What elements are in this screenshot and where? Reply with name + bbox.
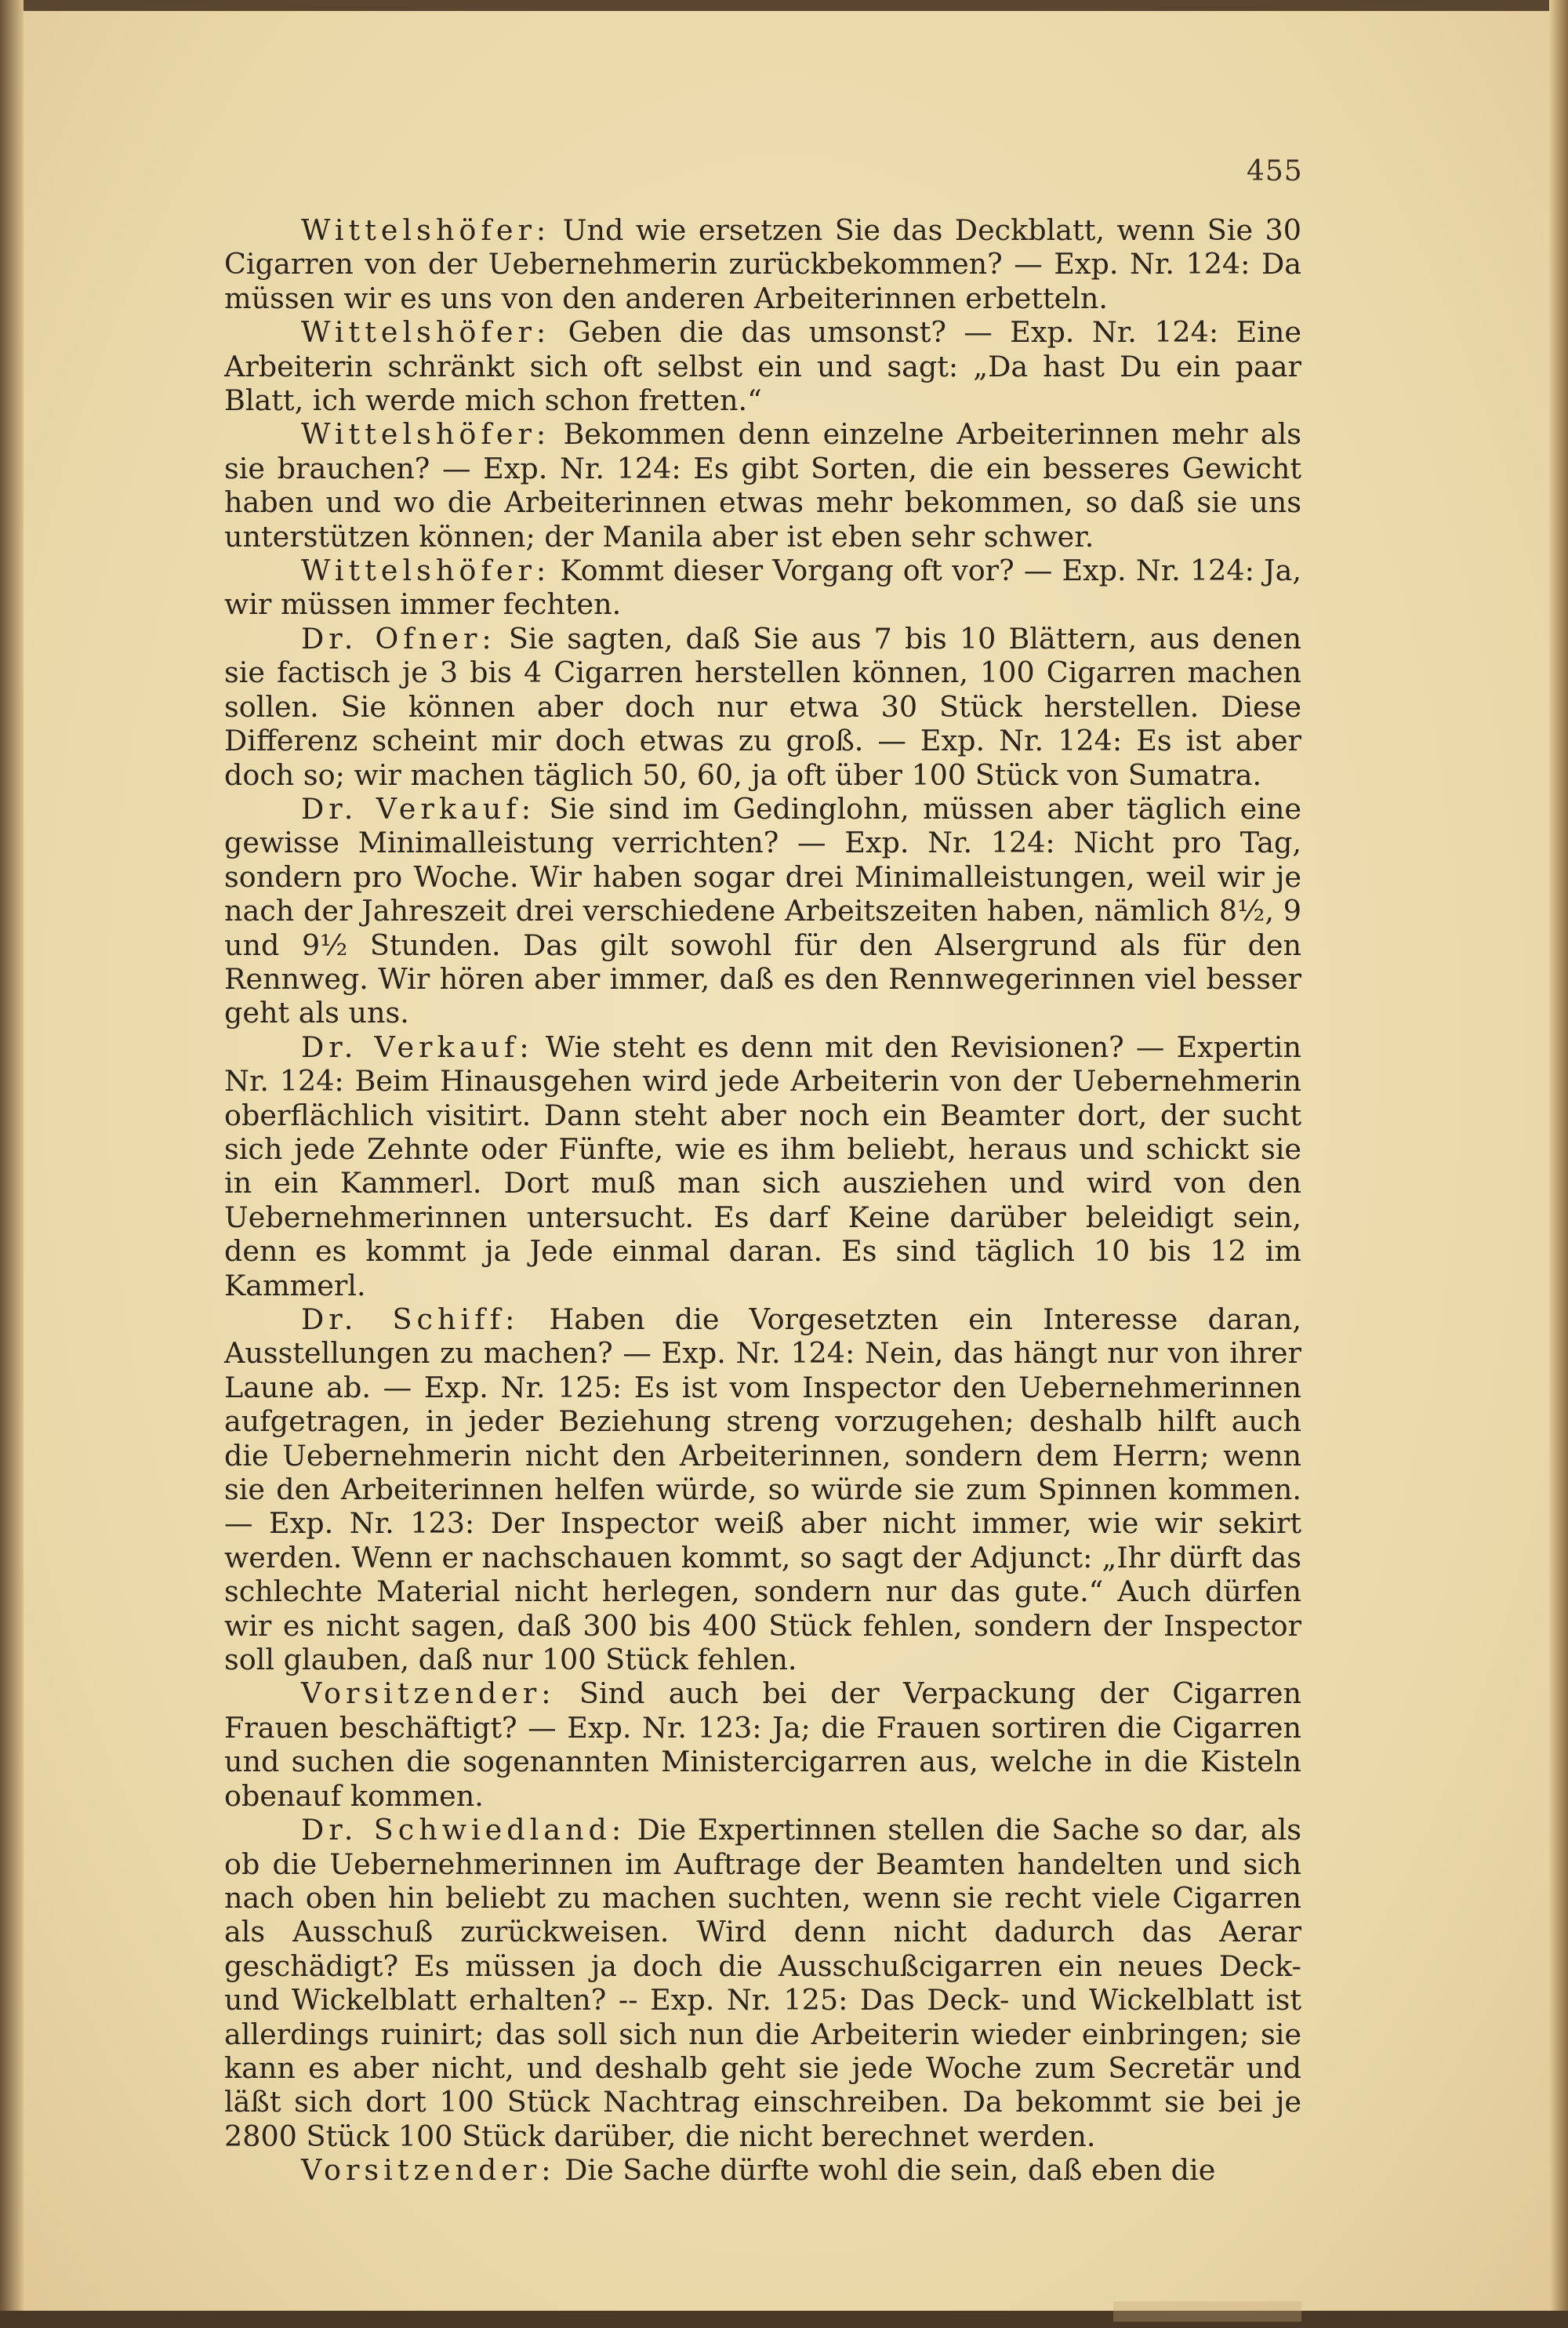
paragraph-text: Die Expertinnen stellen die Sache so dar, als ob die Uebernehmerinnen im Auftrage der Beamten handelten und sich nach oben hin beliebt zu machen suchten, wenn sie recht viele Cigarren als Ausschuß zurückweisen. Wird denn nicht dadurch das Aerar geschädigt? Es müssen ja doch die Ausschußcigarren ein neues Deck- und Wickelblatt erhalten? -- Exp. Nr. 125: Das Deck- und Wickelblatt ist allerdings ruinirt; das soll sich nun die Arbeiterin wieder einbringen; sie kann es aber nicht, und deshalb geht sie jede Woche zum Secretär und läßt sich dort 100 Stück Nachtrag einschreiben. Da bekommt sie bei je 2800 Stück 100 Stück darüber, die nicht berechnet werden. bbox=[224, 1813, 1301, 2153]
paragraph bbox=[224, 1302, 1301, 1676]
paragraph bbox=[224, 622, 1301, 792]
paragraph bbox=[224, 792, 1301, 1030]
page-number: 455 bbox=[1247, 155, 1303, 187]
paragraph-text: Sind auch bei der Verpackung der Cigarren Frauen beschäftigt? — Exp. Nr. 123: Ja; die Frauen sortiren die Cigarren und suchen die sogenannten Ministercigarren aus, welche in die Kisteln obenauf kommen. bbox=[224, 1676, 1301, 1813]
paragraph-text: Haben die Vorgesetzten ein Interesse daran, Ausstellungen zu machen? — Exp. Nr. 124: Nein, das hängt nur von ihrer Laune ab. — Exp. Nr. 125: Es ist vom Inspector den Uebernehmerinnen aufgetragen, in jeder Beziehung streng vorzugehen; deshalb hilft auch die Uebernehmerin nicht den Arbeiterinnen, sondern dem Herrn; wenn sie den Arbeiterinnen helfen würde, so würde sie zum Spinnen kommen. — Exp. Nr. 123: Der Inspector weiß aber nicht immer, wie wir sekirt werden. Wenn er nachschauen kommt, so sagt der Adjunct: „Ihr dürft das schlechte Material nicht herlegen, sondern nur das gute.“ Auch dürfen wir es nicht sagen, daß 300 bis 400 Stück fehlen, sondern der Inspector soll glauben, daß nur 100 Stück fehlen. bbox=[224, 1302, 1301, 1677]
paragraph-text: Geben die das umsonst? — Exp. Nr. 124: Eine Arbeiterin schränkt sich oft selbst ein und sagt: „Da hast Du ein paar Blatt, ich werde mich schon fretten.“ bbox=[224, 315, 1301, 418]
page-edge-left bbox=[0, 0, 24, 2328]
paragraph bbox=[224, 213, 1301, 315]
paragraph-text: Sie sind im Gedinglohn, müssen aber täglich eine gewisse Minimalleistung verrichten? — Exp. Nr. 124: Nicht pro Tag, sondern pro Woche. Wir haben sogar drei Minimalleistungen, weil wir je nach der Jahreszeit drei verschiedene Arbeitszeiten haben, nämlich 8½, 9 und 9½ Stunden. Das gilt sowohl für den Alsergrund als für den Rennweg. Wir hören aber immer, daß es den Rennwegerinnen viel besser geht als uns. bbox=[224, 791, 1301, 1030]
paragraph-text: Und wie ersetzen Sie das Deckblatt, wenn Sie 30 Cigarren von der Uebernehmerin zurückbekommen? — Exp. Nr. 124: Da müssen wir es uns von den anderen Arbeiterinnen erbetteln. bbox=[224, 213, 1301, 315]
paper-stain bbox=[1113, 2301, 1301, 2322]
paragraph-text: Sie sagten, daß Sie aus 7 bis 10 Blättern, aus denen sie factisch je 3 bis 4 Cigarren herstellen können, 100 Cigarren machen sollen. Sie können aber doch nur etwa 30 Stück herstellen. Diese Differenz scheint mir doch etwas zu groß. — Exp. Nr. 124: Es ist aber doch so; wir machen täglich 50, 60, ja oft über 100 Stück von Sumatra. bbox=[224, 621, 1301, 792]
transcript-text bbox=[224, 213, 1301, 2188]
speaker-name: Wittelshöfer: bbox=[301, 315, 551, 350]
paragraph bbox=[224, 1676, 1301, 1813]
paragraph-text: Die Sache dürfte wohl die sein, daß eben die bbox=[555, 2153, 1216, 2188]
paragraph bbox=[224, 2153, 1301, 2187]
speaker-name: Dr. Ofner: bbox=[301, 621, 496, 656]
paragraph bbox=[224, 1030, 1301, 1302]
speaker-name: Dr. Verkauf: bbox=[301, 791, 536, 826]
paragraph-text: Wie steht es denn mit den Revisionen? — Expertin Nr. 124: Beim Hinausgehen wird jede Arbeiterin von der Uebernehmerin oberflächlich visitirt. Dann steht aber noch ein Beamter dort, der sucht sich jede Zehnte oder Fünfte, wie es ihm beliebt, heraus und schickt sie in ein Kammerl. Dort muß man sich ausziehen und wird von den Uebernehmerinnen untersucht. Es darf Keine darüber beleidigt sein, denn es kommt ja Jede einmal daran. Es sind täglich 10 bis 12 im Kammerl. bbox=[224, 1030, 1301, 1302]
speaker-name: Wittelshöfer: bbox=[301, 213, 551, 247]
speaker-name: Dr. Verkauf: bbox=[301, 1030, 534, 1064]
paragraph bbox=[224, 417, 1301, 554]
page-edge-top bbox=[0, 0, 1568, 11]
page-edge-right bbox=[1549, 0, 1568, 2328]
speaker-name: Wittelshöfer: bbox=[301, 417, 551, 452]
speaker-name: Vorsitzender: bbox=[301, 2153, 556, 2188]
paragraph-text: Bekommen denn einzelne Arbeiterinnen mehr als sie brauchen? — Exp. Nr. 124: Es gibt Sorten, die ein besseres Gewicht haben und wo die Arbeiterinnen etwas mehr bekommen, so daß sie uns unterstützen können; der Manila aber ist eben sehr schwer. bbox=[224, 417, 1301, 554]
paragraph bbox=[224, 554, 1301, 622]
paragraph-text: Kommt dieser Vorgang oft vor? — Exp. Nr. 124: Ja, wir müssen immer fechten. bbox=[224, 554, 1301, 622]
paragraph bbox=[224, 1813, 1301, 2153]
speaker-name: Dr. Schiff: bbox=[301, 1302, 520, 1336]
speaker-name: Dr. Schwiedland: bbox=[301, 1813, 626, 1847]
page-edge-bottom bbox=[0, 2311, 1568, 2328]
paragraph bbox=[224, 315, 1301, 417]
speaker-name: Wittelshöfer: bbox=[301, 554, 551, 588]
speaker-name: Vorsitzender: bbox=[301, 1676, 556, 1711]
